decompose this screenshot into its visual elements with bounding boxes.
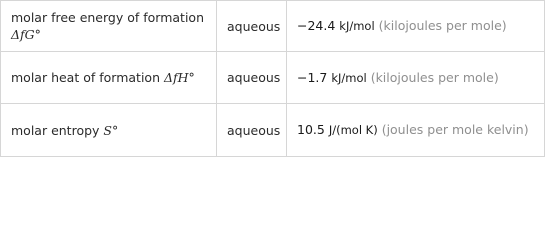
table-row: [1, 104, 545, 157]
value-unit: J/(mol K): [328, 123, 378, 137]
table-row: [1, 1, 545, 52]
phase-cell: aqueous: [217, 1, 287, 52]
value-cell: [287, 1, 545, 52]
property-name: molar entropy: [11, 122, 100, 138]
unit-description: (joules per mole kelvin): [381, 122, 529, 137]
property-name: molar free energy of formation: [11, 10, 204, 25]
property-cell: [1, 104, 217, 157]
property-symbol: ΔfG°: [11, 27, 41, 42]
table-row: [1, 52, 545, 104]
phase-cell: aqueous: [217, 104, 287, 157]
value-cell: [287, 52, 545, 104]
property-name: molar heat of formation: [11, 70, 160, 85]
property-cell: [1, 1, 217, 52]
property-symbol: ΔfH°: [163, 70, 195, 85]
value-number: 10.5: [297, 122, 325, 137]
value-unit: kJ/mol: [331, 70, 367, 85]
unit-description: (kilojoules per mole): [378, 18, 507, 33]
value-unit: kJ/mol: [339, 19, 375, 33]
property-cell: [1, 52, 217, 104]
value-number: −24.4: [297, 18, 336, 33]
property-symbol: S°: [103, 122, 119, 138]
phase-cell: aqueous: [217, 52, 287, 104]
value-number: −1.7: [297, 69, 328, 85]
value-cell: [287, 104, 545, 157]
unit-description: (kilojoules per mole): [370, 69, 499, 85]
